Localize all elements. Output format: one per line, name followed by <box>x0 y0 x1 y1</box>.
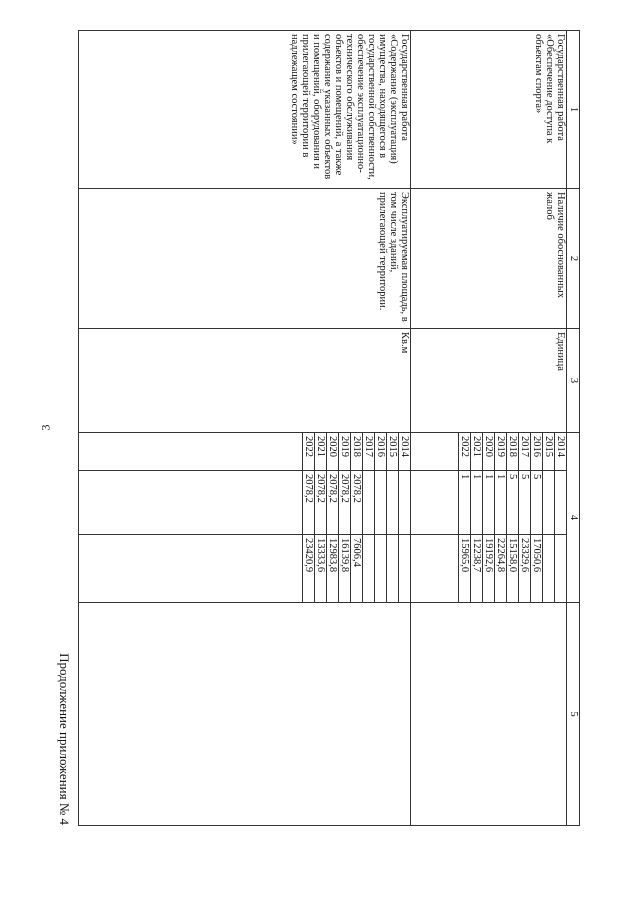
amount-cell: 23329,6 <box>519 535 531 603</box>
value-cell <box>363 471 375 535</box>
empty-cell <box>411 471 459 535</box>
work-name: Государственная работа «Обеспечение доступа к объектам спорта» <box>411 31 567 189</box>
amount-cell <box>363 535 375 603</box>
year-cell: 2017 <box>519 433 531 471</box>
value-cell: 5 <box>507 471 519 535</box>
amount-cell: 15158,0 <box>507 535 519 603</box>
value-cell: 2078,2 <box>339 471 351 535</box>
amount-cell: 7606,4 <box>351 535 363 603</box>
empty-cell <box>411 433 459 471</box>
year-cell: 2018 <box>351 433 363 471</box>
table-body <box>79 31 567 826</box>
value-cell: 1 <box>483 471 495 535</box>
value-cell <box>375 471 387 535</box>
indicator-name: Наличие обоснованных жалоб <box>411 189 567 329</box>
header-col-3: 3 <box>567 329 580 433</box>
amount-cell: 23420,9 <box>303 535 315 603</box>
value-cell <box>543 471 555 535</box>
year-cell: 2020 <box>327 433 339 471</box>
empty-cell <box>411 535 459 603</box>
unit-name: Кв.м <box>79 329 411 433</box>
value-cell: 2078,2 <box>327 471 339 535</box>
appendix-caption: Продолжение приложения № 4 <box>57 653 72 825</box>
work-name: Государственная работа «Содержание (эксплуатация) имущества, находящегося в государственной собственности, обеспечение эксплуатационно-технического обслуживания объектов и помещений, а также содержание указанных объектов и помещений, оборудования и прилегающей территории в надлежащем состоянии» <box>79 31 411 189</box>
amount-cell <box>387 535 399 603</box>
year-cell: 2016 <box>531 433 543 471</box>
amount-cell: 15965,0 <box>459 535 471 603</box>
unit-name: Единица <box>411 329 567 433</box>
empty-cell <box>79 535 303 603</box>
appendix-table <box>78 30 580 826</box>
amount-cell: 22264,8 <box>495 535 507 603</box>
value-cell: 2078,2 <box>303 471 315 535</box>
header-col-4: 4 <box>567 433 580 603</box>
year-cell: 2022 <box>303 433 315 471</box>
header-row <box>567 31 580 826</box>
amount-cell: 12238,7 <box>471 535 483 603</box>
year-cell: 2019 <box>339 433 351 471</box>
year-cell: 2020 <box>483 433 495 471</box>
value-cell: 1 <box>471 471 483 535</box>
year-cell: 2015 <box>387 433 399 471</box>
year-cell: 2016 <box>375 433 387 471</box>
empty-cell <box>79 471 303 535</box>
year-cell: 2017 <box>363 433 375 471</box>
amount-cell: 16139,8 <box>339 535 351 603</box>
notes-cell <box>79 603 411 826</box>
year-cell: 2014 <box>555 433 567 471</box>
amount-cell: 17050,6 <box>531 535 543 603</box>
table-row <box>399 31 411 826</box>
year-cell: 2021 <box>471 433 483 471</box>
year-cell: 2021 <box>315 433 327 471</box>
header-col-1: 1 <box>567 31 580 189</box>
table-row <box>555 31 567 826</box>
value-cell <box>555 471 567 535</box>
value-cell: 5 <box>531 471 543 535</box>
year-cell: 2019 <box>495 433 507 471</box>
value-cell: 1 <box>495 471 507 535</box>
value-cell: 5 <box>519 471 531 535</box>
value-cell: 2078,2 <box>351 471 363 535</box>
amount-cell <box>399 535 411 603</box>
value-cell <box>399 471 411 535</box>
indicator-name: Эксплуатируемая площадь, в том числе зданий, прилегающей территории. <box>79 189 411 329</box>
header-col-5: 5 <box>567 603 580 826</box>
amount-cell: 19192,6 <box>483 535 495 603</box>
rotated-page <box>57 30 580 825</box>
value-cell: 2078,2 <box>315 471 327 535</box>
empty-cell <box>79 433 303 471</box>
year-cell: 2022 <box>459 433 471 471</box>
header-col-2: 2 <box>567 189 580 329</box>
value-cell: 1 <box>459 471 471 535</box>
value-cell <box>387 471 399 535</box>
amount-cell <box>555 535 567 603</box>
page-number: 3 <box>38 424 53 431</box>
amount-cell <box>375 535 387 603</box>
amount-cell: 12983,8 <box>327 535 339 603</box>
notes-cell <box>411 603 567 826</box>
amount-cell: 13333,6 <box>315 535 327 603</box>
year-cell: 2014 <box>399 433 411 471</box>
year-cell: 2015 <box>543 433 555 471</box>
amount-cell <box>543 535 555 603</box>
year-cell: 2018 <box>507 433 519 471</box>
